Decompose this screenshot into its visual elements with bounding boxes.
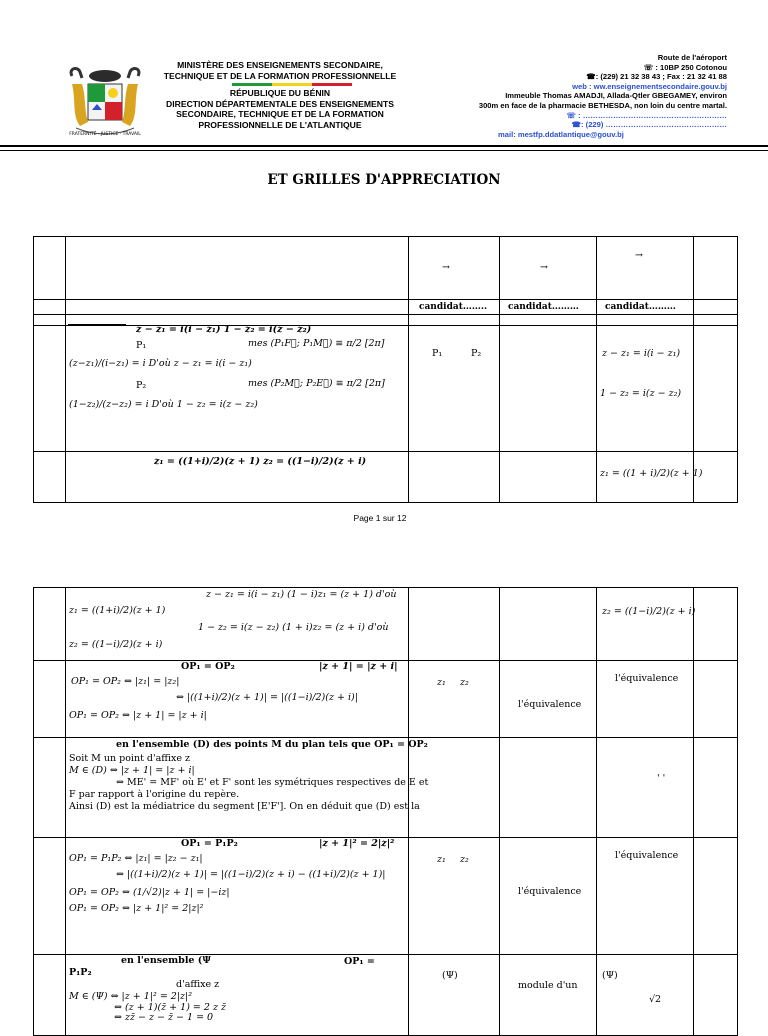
ministry-line-6: PROFESSIONNELLE DE L'ATLANTIQUE: [198, 119, 362, 130]
equation-heading: OP₁ =: [344, 956, 375, 967]
contact-line-1: Route de l'aéroport: [657, 53, 727, 62]
text-line: ⇔ ME' = MF' où E' et F' sont les symétriques respectives de E et: [116, 777, 429, 788]
header-rule-thick: [0, 145, 768, 147]
equation-heading: en l'ensemble (Ψ: [121, 955, 211, 966]
contact-web[interactable]: web : ww.enseignementsecondaire.gouv.bj: [572, 81, 727, 91]
criterion-text: (Ψ): [442, 970, 458, 981]
criterion-text: l'équivalence: [615, 673, 679, 684]
equation-heading: en l'ensemble (D) des points M du plan tels que OP₁ = OP₂: [116, 739, 428, 750]
angle-measure: mes (P₁F⃗; P₁M⃗) ≡ π/2 [2π]: [248, 338, 385, 349]
criterion-text: l'équivalence: [518, 886, 582, 897]
coat-of-arms: [66, 64, 144, 140]
grading-table-2: [33, 587, 738, 1036]
criterion-text: (Ψ): [602, 970, 618, 981]
contact-line-6: 300m en face de la pharmacie BETHESDA, non loin du centre martal.: [478, 100, 727, 110]
criterion-text: l'équivalence: [518, 699, 582, 710]
head-cell: [66, 237, 409, 300]
ministry-line-4: DIRECTION DÉPARTEMENTALE DES ENSEIGNEMENTS: [166, 98, 394, 109]
angle-measure: mes (P₂M⃗; P₂E⃗) ≡ π/2 [2π]: [248, 378, 385, 389]
equation-heading: |z + 1| = |z + i|: [319, 661, 398, 672]
equation-line: (z−z₁)/(i−z₁) = i D'où z − z₁ = i(i − z₁): [69, 358, 252, 369]
page-number: Page 1 sur 12: [353, 513, 407, 523]
contact-line-8: ☎: (229) …………………………………………: [571, 120, 727, 130]
contact-mail[interactable]: mail: mestfp.ddatlantique@gouv.bj: [498, 129, 624, 139]
equation-heading: P₁P₂: [69, 967, 92, 978]
criterion-text: z₂ = ((1−i)/2)(z + i): [602, 606, 696, 617]
table-row: [34, 588, 738, 661]
ministry-line-2: TECHNIQUE ET DE LA FORMATION PROFESSIONNELLE: [163, 70, 397, 81]
criterion-text: 1 − z₂ = i(z − z₂): [600, 388, 682, 399]
flag-stripe-red: [312, 83, 352, 86]
point-label: z₂: [460, 677, 469, 688]
ministry-line-5: SECONDAIRE, TECHNIQUE ET DE LA FORMATION: [176, 109, 384, 119]
equation-heading: OP₁ = P₁P₂: [181, 838, 238, 849]
equation-line: M ∈ (D) ⇔ |z + 1| = |z + i|: [69, 765, 195, 776]
contact-line-3: ☎: (229) 21 32 38 43 ; Fax : 21 32 41 88: [586, 72, 727, 82]
equation-line: OP₁ = OP₂ ⇔ |z + 1|² = 2|z|²: [69, 903, 204, 914]
table-row: [34, 955, 738, 1036]
equation-line: OP₁ = P₁P₂ ⇔ |z₁| = |z₂ − z₁|: [69, 853, 203, 864]
table-row: [34, 738, 738, 838]
table-row: [34, 838, 738, 955]
equation-line: OP₁ = OP₂ ⇔ |z + 1| = |z + i|: [69, 710, 207, 721]
point-label: P₁: [136, 340, 147, 351]
header-rule-thin: [0, 150, 768, 151]
grading-table-1: [33, 236, 738, 503]
criterion-text: l'équivalence: [615, 850, 679, 861]
point-label: z₁: [437, 677, 446, 688]
equation-line: z₁ = ((1+i)/2)(z + 1): [69, 605, 166, 616]
point-label: z₁: [437, 854, 446, 865]
equation-line: M ∈ (Ψ) ⇔ |z + 1|² = 2|z|²: [69, 991, 193, 1002]
equation-line: ⇔ (z + 1)(z̄ + 1) = 2 z z̄: [114, 1002, 226, 1013]
table-row: [34, 452, 738, 503]
page-title: ET GRILLES D'APPRECIATION: [267, 172, 501, 188]
flag-stripe-yellow: [272, 83, 312, 86]
ministry-line-1: MINISTÈRE DES ENSEIGNEMENTS SECONDAIRE,: [177, 60, 383, 70]
criterion-text: ' ': [657, 773, 666, 784]
text-line: Soit M un point d'affixe z: [69, 753, 191, 764]
head-cell: [597, 237, 694, 300]
equation-line: 1 − z₂ = i(z − z₂) (1 + i)z₂ = (z + i) d'où: [198, 622, 389, 633]
criterion-text: z₁ = ((1 + i)/2)(z + 1): [600, 468, 703, 479]
flag-stripe-green: [232, 83, 272, 86]
contact-line-5: Immeuble Thomas AMADJI, Allada-Qtler GBEGAMEY, environ: [505, 91, 727, 101]
head-cell: [409, 237, 500, 300]
ministry-line-3: RÉPUBLIQUE DU BÉNIN: [229, 88, 331, 98]
head-cell: [694, 237, 738, 300]
equation-line: z₁ = ((1+i)/2)(z + 1) z₂ = ((1−i)/2)(z + i): [154, 456, 367, 467]
equation-line: ⇔ |((1+i)/2)(z + 1)| = |((1−i)/2)(z + i) − ((1+i)/2)(z + 1)|: [116, 869, 386, 880]
criterion-text: z − z₁ = i(i − z₁): [602, 348, 681, 359]
head-cell: [500, 237, 597, 300]
contact-line-2: ☏ : 10BP 250 Cotonou: [643, 62, 727, 72]
candidate-header: candidat………: [508, 302, 579, 312]
svg-text:FRATERNITÉ · JUSTICE · TRAVAIL: FRATERNITÉ · JUSTICE · TRAVAIL: [69, 132, 141, 137]
equation-line: OP₁ = OP₂ ⇔ (1/√2)|z + 1| = |−iz|: [69, 887, 230, 898]
text-line: d'affixe z: [176, 979, 220, 990]
text-line: Ainsi (D) est la médiatrice du segment [E'F']. On en déduit que (D) est la: [69, 801, 420, 812]
ministry-header: [140, 60, 420, 130]
equation-line: z − z₁ = i(i − z₁) 1 − z₂ = i(z − z₂): [136, 324, 312, 335]
point-label: P₁: [432, 348, 443, 359]
contact-line-7: ☏ : …………………………………………………: [566, 110, 727, 120]
point-label: z₂: [460, 854, 469, 865]
equation-heading: OP₁ = OP₂: [181, 661, 235, 672]
equation-line: z − z₁ = i(i − z₁) (1 − i)z₁ = (z + 1) d'où: [206, 589, 397, 600]
equation-heading: |z + 1|² = 2|z|²: [319, 838, 395, 849]
candidate-header: candidat……..: [419, 302, 488, 312]
contact-block: [420, 53, 727, 139]
equation-line: ⇔ zz̄ − z − z̄ − 1 = 0: [114, 1012, 214, 1023]
head-arrow: →: [540, 262, 548, 273]
equation-line: (1−z₂)/(z−z₂) = i D'où 1 − z₂ = i(z − z₂): [69, 399, 258, 410]
equation-line: ⇔ |((1+i)/2)(z + 1)| = |((1−i)/2)(z + i)|: [176, 692, 358, 703]
criterion-text: module d'un: [518, 980, 578, 991]
table-row: [34, 326, 738, 452]
table-row: [34, 661, 738, 738]
equation-line: z₂ = ((1−i)/2)(z + i): [69, 639, 163, 650]
criterion-text: √2: [649, 994, 662, 1005]
head-arrow: →: [442, 262, 450, 273]
point-label: P₂: [471, 348, 482, 359]
head-arrow: →: [635, 250, 643, 261]
point-label: P₂: [136, 380, 147, 391]
text-line: F par rapport à l'origine du repère.: [69, 789, 240, 800]
head-cell: [34, 237, 66, 300]
candidate-header: candidat………: [605, 302, 676, 312]
equation-line: OP₁ = OP₂ ⇔ |z₁| = |z₂|: [71, 676, 180, 687]
